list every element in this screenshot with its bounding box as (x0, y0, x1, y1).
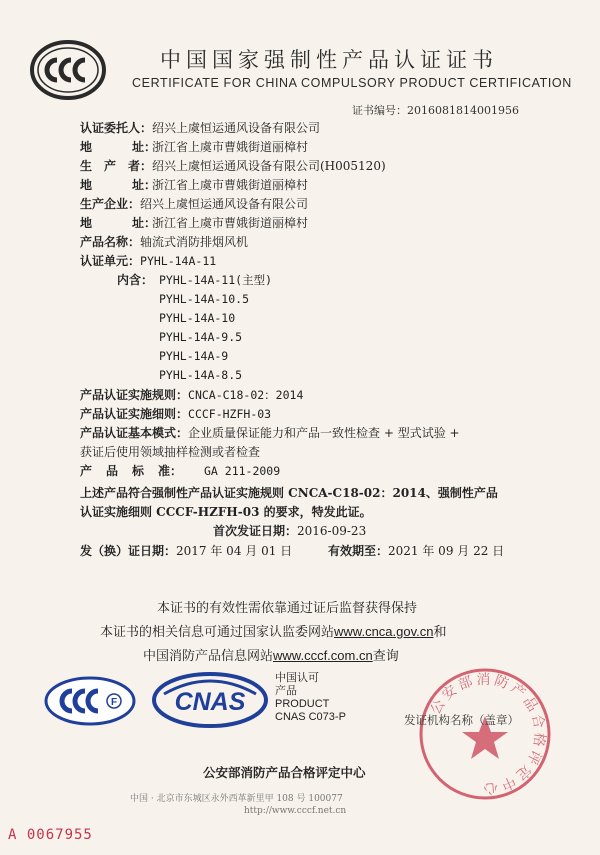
certificate-number (352, 102, 519, 118)
svg-text:CNAS: CNAS (174, 688, 246, 716)
first-issue-date: 首次发证日期：2016-09-23 (213, 524, 367, 538)
cert-mode: 产品认证基本模式：企业质量保证能力和产品一致性检查 + 型式试验 + (80, 426, 460, 440)
issuer-label: 发证机构名称（盖章） (404, 713, 519, 727)
footer-website[interactable]: http://www.cccf.net.cn (244, 806, 347, 816)
valid-until: 有效期至：2021 年 09 月 22 日 (328, 544, 505, 558)
field-factory: 生产企业：绍兴上虞恒运通风设备有限公司 (80, 197, 309, 211)
cert-mode-cont: 获证后使用领域抽样检测或者检查 (80, 445, 261, 459)
impl-rule: 产品认证实施规则：CNCA-C18-02：2014 (80, 388, 304, 402)
ccc-mark-icon (30, 40, 106, 100)
cnas-logo-icon (150, 670, 270, 730)
field-product-name: 产品名称：轴流式消防排烟风机 (80, 235, 249, 249)
contents-label: 内含： (117, 273, 154, 287)
model-item: PYHL-14A-10.5 (159, 292, 250, 306)
cccf-note: 中国消防产品信息网站www.cccf.com.cn查询 (143, 648, 399, 664)
field-factory-address: 地 址：浙江省上虞市曹娥街道丽樟村 (80, 216, 309, 230)
field-applicant-address: 地 址：浙江省上虞市曹娥街道丽樟村 (80, 140, 309, 154)
statement-line-1: 上述产品符合强制性产品认证实施规则 CNCA-C18-02：2014、强制性产品 (80, 486, 498, 500)
model-item: PYHL-14A-9 (159, 349, 229, 363)
model-item: PYHL-14A-10 (159, 311, 236, 325)
serial-number: A 0067955 (8, 827, 93, 843)
model-item: PYHL-14A-9.5 (159, 330, 243, 344)
impl-detail: 产品认证实施细则：CCCF-HZFH-03 (80, 407, 272, 421)
field-applicant: 认证委托人：绍兴上虞恒运通风设备有限公司 (80, 121, 321, 135)
statement-line-2: 认证实施细则 CCCF-HZFH-03 的要求，特发此证。 (80, 505, 372, 519)
field-manufacturer: 生 产 者：绍兴上虞恒运通风设备有限公司(H005120) (80, 159, 386, 173)
validity-note: 本证书的有效性需依靠通过证后监督获得保持 (157, 601, 418, 616)
field-manufacturer-address: 地 址：浙江省上虞市曹娥街道丽樟村 (80, 178, 309, 192)
cnas-mark-text: 中国认可 产品 PRODUCT CNAS C073-P (275, 672, 346, 723)
cccf-logo-icon (44, 676, 136, 726)
model-item: PYHL-14A-8.5 (159, 368, 243, 382)
title-en: CERTIFICATE FOR CHINA COMPULSORY PRODUCT CERTIFICATION (132, 76, 572, 90)
official-seal-icon (415, 664, 555, 804)
field-unit: 认证单元：PYHL-14A-11 (80, 254, 217, 268)
product-standard: 产 品 标 准： GA 211-2009 (80, 464, 281, 478)
cccf-link[interactable]: www.cccf.com.cn (273, 648, 373, 663)
cnca-link[interactable]: www.cnca.gov.cn (334, 624, 434, 639)
footer-address: 中国 · 北京市东城区永外西革新里甲 108 号 100077 (130, 794, 343, 804)
cnca-note: 本证书的相关信息可通过国家认监委网站www.cnca.gov.cn和 (100, 624, 447, 640)
reissue-date: 发（换）证日期：2017 年 04 月 01 日 (80, 544, 293, 558)
certificate-number-label: 证书编号： (352, 104, 407, 117)
title-cn: 中国国家强制性产品认证证书 (160, 48, 498, 72)
svg-text:公安部消防产品合格评定中心: 公安部消防产品合格评定中心 (427, 671, 548, 797)
svg-text:F: F (110, 697, 118, 708)
model-item: PYHL-14A-11(主型) (159, 273, 273, 287)
issuing-center-name: 公安部消防产品合格评定中心 (203, 765, 366, 780)
certificate-number-value: 2016081814001956 (407, 104, 519, 117)
